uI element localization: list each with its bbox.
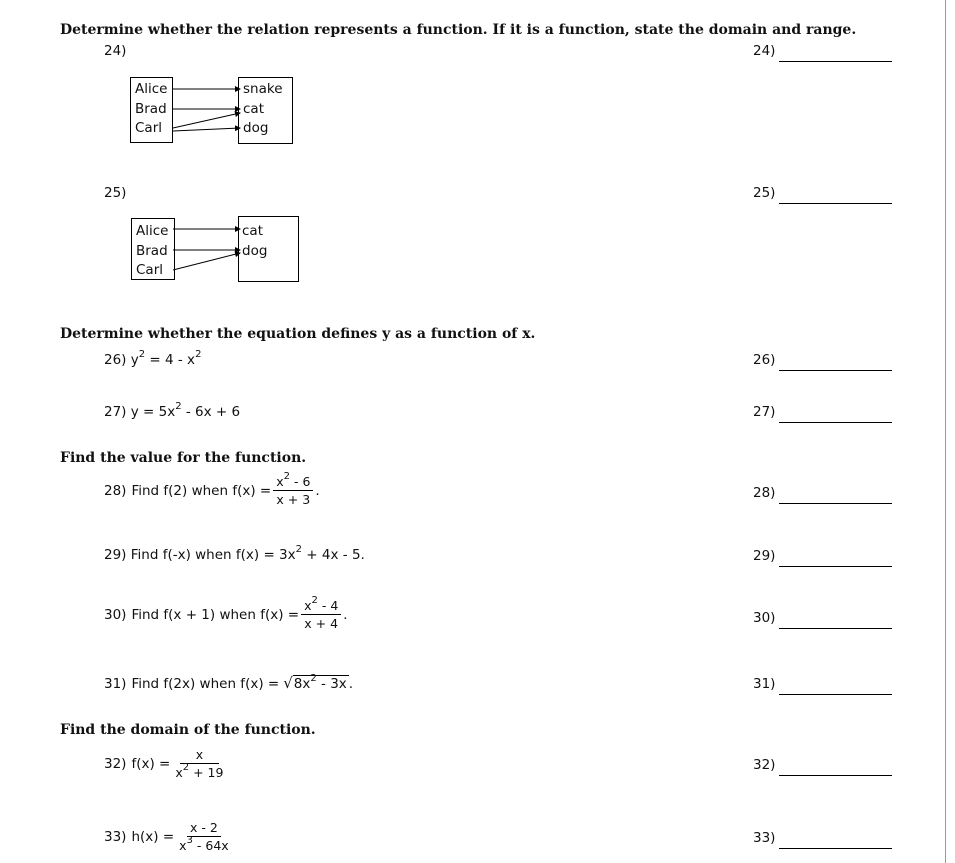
exponent: 2 bbox=[195, 349, 202, 360]
answer-label-29: 29) bbox=[753, 548, 776, 564]
question-31 bbox=[104, 674, 353, 692]
answer-line-31[interactable] bbox=[779, 694, 892, 695]
equation-part: = 4 - x bbox=[145, 352, 196, 368]
answer-line-32[interactable] bbox=[779, 775, 892, 776]
answer-line-25[interactable] bbox=[779, 203, 892, 204]
range-item: dog bbox=[242, 243, 268, 259]
question-text: Find f(x + 1) when f(x) = bbox=[131, 606, 300, 623]
domain-item: Carl bbox=[136, 262, 163, 278]
num-rest: - 6 bbox=[289, 474, 311, 489]
question-number: 32) bbox=[104, 755, 127, 772]
exponent: 2 bbox=[295, 544, 303, 555]
answer-label-33: 33) bbox=[753, 830, 776, 846]
den-rest: + 19 bbox=[189, 765, 224, 780]
section-heading-equation: Determine whether the equation defines y as a function of x. bbox=[60, 326, 536, 342]
question-26 bbox=[104, 349, 202, 368]
question-text: Find f(-x) when f(x) = 3x bbox=[130, 547, 296, 563]
exponent: 2 bbox=[182, 762, 190, 773]
suffix: . bbox=[348, 676, 354, 692]
equation-part: y = 5x bbox=[130, 404, 176, 420]
range-item: snake bbox=[243, 81, 283, 97]
question-number-25: 25) bbox=[104, 185, 127, 201]
question-number: 27) bbox=[104, 404, 127, 420]
numerator: x bbox=[180, 747, 219, 764]
domain-item: Brad bbox=[136, 243, 168, 259]
answer-label-30: 30) bbox=[753, 610, 776, 626]
question-number: 30) bbox=[104, 606, 127, 623]
fraction bbox=[176, 820, 232, 853]
question-27 bbox=[104, 401, 241, 420]
exponent: 2 bbox=[175, 401, 182, 412]
question-text: + 4x - 5. bbox=[302, 547, 365, 563]
num-base: x bbox=[304, 598, 312, 613]
numerator bbox=[301, 595, 341, 615]
exponent: 3 bbox=[186, 835, 193, 846]
section-heading-domain: Find the domain of the function. bbox=[60, 722, 316, 738]
radicand bbox=[293, 675, 349, 692]
answer-label-24: 24) bbox=[753, 43, 776, 59]
range-item: dog bbox=[243, 120, 269, 136]
section-heading-relation: Determine whether the relation represents a function. If it is a function, state the domain and range. bbox=[60, 22, 857, 38]
denominator bbox=[176, 837, 232, 853]
answer-label-28: 28) bbox=[753, 485, 776, 501]
denominator: x + 4 bbox=[304, 616, 339, 631]
numerator: x - 2 bbox=[187, 820, 221, 837]
num-rest: - 4 bbox=[317, 598, 339, 613]
question-33 bbox=[104, 820, 234, 853]
question-number-24: 24) bbox=[104, 43, 127, 59]
den-base: x bbox=[179, 838, 187, 853]
answer-label-25: 25) bbox=[753, 185, 776, 201]
question-number: 31) bbox=[104, 676, 127, 692]
suffix: . bbox=[315, 482, 320, 499]
rad-rest: - 3x bbox=[316, 676, 347, 692]
domain-item: Carl bbox=[135, 120, 162, 136]
range-item: cat bbox=[242, 223, 263, 239]
question-28 bbox=[104, 471, 320, 507]
answer-line-30[interactable] bbox=[779, 628, 892, 629]
question-30 bbox=[104, 595, 348, 631]
num-base: x bbox=[276, 474, 284, 489]
answer-label-27: 27) bbox=[753, 404, 776, 420]
answer-line-33[interactable] bbox=[779, 848, 892, 849]
section-heading-value: Find the value for the function. bbox=[60, 450, 307, 466]
question-29 bbox=[104, 544, 365, 563]
range-item: cat bbox=[243, 101, 264, 117]
domain-item: Alice bbox=[136, 223, 169, 239]
question-number: 29) bbox=[104, 547, 127, 563]
question-number: 28) bbox=[104, 482, 127, 499]
answer-label-26: 26) bbox=[753, 352, 776, 368]
exponent: 2 bbox=[311, 595, 318, 606]
radical bbox=[283, 674, 349, 692]
fraction bbox=[172, 747, 226, 780]
question-text: h(x) = bbox=[131, 828, 175, 845]
question-number: 33) bbox=[104, 828, 127, 845]
fraction bbox=[273, 471, 313, 507]
answer-line-29[interactable] bbox=[779, 566, 892, 567]
answer-label-32: 32) bbox=[753, 757, 776, 773]
denominator bbox=[172, 764, 226, 780]
answer-label-31: 31) bbox=[753, 676, 776, 692]
den-rest: - 64x bbox=[192, 838, 229, 853]
question-text: Find f(2) when f(x) = bbox=[131, 482, 272, 499]
den-base: x bbox=[175, 765, 183, 780]
answer-line-28[interactable] bbox=[779, 503, 892, 504]
question-number: 26) bbox=[104, 352, 127, 368]
answer-line-24[interactable] bbox=[779, 61, 892, 62]
answer-line-27[interactable] bbox=[779, 422, 892, 423]
answer-line-26[interactable] bbox=[779, 370, 892, 371]
fraction bbox=[301, 595, 341, 631]
equation-part: - 6x + 6 bbox=[181, 404, 241, 420]
exponent: 2 bbox=[310, 673, 317, 684]
radical-sign: √ bbox=[283, 674, 293, 692]
exponent: 2 bbox=[283, 471, 290, 482]
numerator bbox=[273, 471, 313, 491]
question-text: f(x) = bbox=[131, 755, 171, 772]
domain-item: Brad bbox=[135, 101, 167, 117]
suffix: . bbox=[343, 606, 348, 623]
rad-base: 8x bbox=[293, 676, 311, 692]
denominator: x + 3 bbox=[276, 492, 311, 507]
question-text: Find f(2x) when f(x) = bbox=[131, 676, 280, 692]
equation-part: y bbox=[130, 352, 139, 368]
question-32 bbox=[104, 747, 228, 780]
domain-item: Alice bbox=[135, 81, 168, 97]
exponent: 2 bbox=[138, 349, 146, 360]
